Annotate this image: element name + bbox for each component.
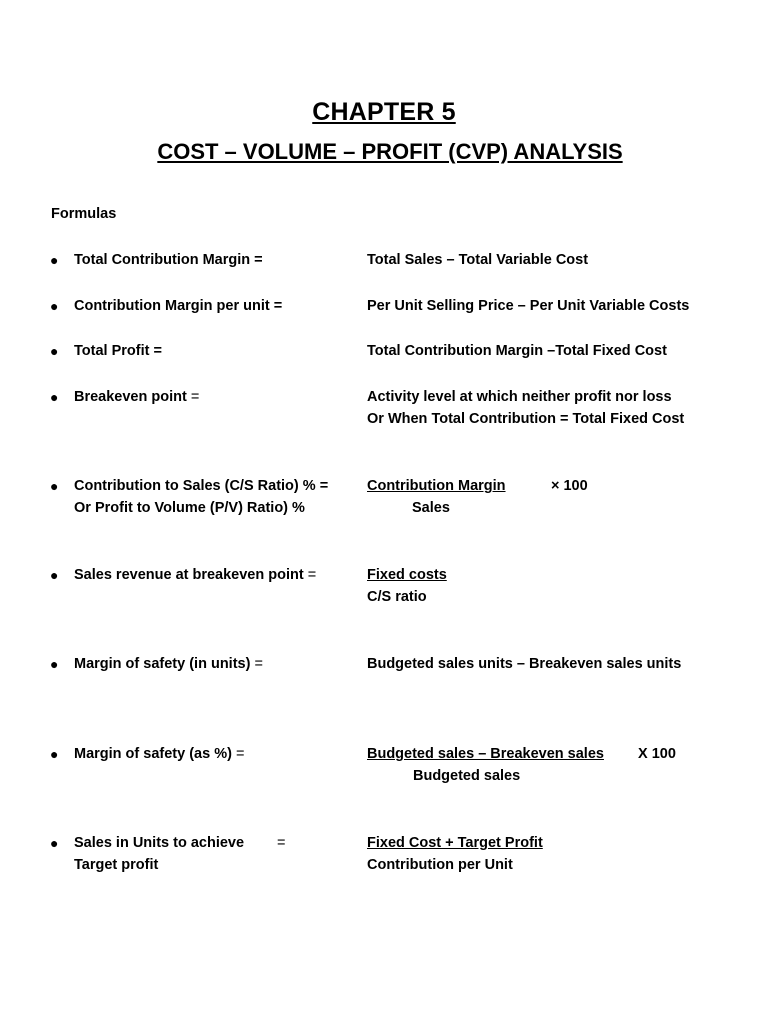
formula-label xyxy=(74,743,244,765)
formula-label xyxy=(74,564,316,586)
formula-expression: Budgeted sales units – Breakeven sales units xyxy=(367,656,682,672)
equals-sign: = xyxy=(307,567,317,583)
bullet-icon: ● xyxy=(50,298,59,314)
bullet-icon: ● xyxy=(50,835,59,851)
fraction-multiplier: × 100 xyxy=(551,478,588,494)
fraction-numerator: Fixed costs xyxy=(367,567,447,583)
formula-label xyxy=(74,653,263,675)
section-label: Formulas xyxy=(51,206,117,222)
fraction-numerator: Fixed Cost + Target Profit xyxy=(367,835,543,851)
fraction-multiplier: X 100 xyxy=(638,746,676,762)
fraction-numerator: Budgeted sales – Breakeven sales xyxy=(367,746,604,762)
formula-label xyxy=(74,475,328,519)
formula-label: Total Profit = xyxy=(74,343,162,359)
formula-label: Contribution Margin per unit = xyxy=(74,298,283,314)
formula-line: Or When Total Contribution = Total Fixed Cost xyxy=(367,411,685,427)
formula-expression xyxy=(367,386,684,430)
formula-expression xyxy=(367,475,506,497)
equals-sign: = xyxy=(190,389,200,405)
formula-label-text: Breakeven point xyxy=(74,389,187,405)
formula-label: Total Contribution Margin = xyxy=(74,252,263,268)
bullet-icon: ● xyxy=(50,389,59,405)
formula-line: Activity level at which neither profit nor loss xyxy=(367,389,672,405)
formula-label-text: Sales in Units to achieve xyxy=(74,835,245,851)
formula-label-text: Margin of safety (in units) xyxy=(74,656,251,672)
bullet-icon: ● xyxy=(50,656,59,672)
fraction-numerator: Contribution Margin xyxy=(367,478,506,494)
fraction-denominator: Contribution per Unit xyxy=(367,857,513,873)
formula-label-text: Contribution to Sales (C/S Ratio) % = xyxy=(74,478,329,494)
chapter-heading: CHAPTER 5 xyxy=(312,98,456,126)
formula-label-text: Margin of safety (as %) xyxy=(74,746,232,762)
formula-label-text: Target profit xyxy=(74,857,159,873)
formula-label xyxy=(74,832,244,876)
formula-expression: Total Contribution Margin –Total Fixed Cost xyxy=(367,343,667,359)
chapter-title: COST – VOLUME – PROFIT (CVP) ANALYSIS xyxy=(157,139,623,164)
bullet-icon: ● xyxy=(50,478,59,494)
fraction-denominator: Sales xyxy=(412,500,450,516)
fraction-denominator: C/S ratio xyxy=(367,589,427,605)
equals-sign: = xyxy=(277,835,286,851)
formula-expression: Per Unit Selling Price – Per Unit Variable Costs xyxy=(367,298,690,314)
equals-sign: = xyxy=(235,746,245,762)
bullet-icon: ● xyxy=(50,746,59,762)
formula-expression xyxy=(367,832,543,854)
formula-expression xyxy=(367,743,604,765)
fraction-denominator: Budgeted sales xyxy=(413,768,521,784)
formula-label-text: Or Profit to Volume (P/V) Ratio) % xyxy=(74,500,305,516)
formula-label-text: Sales revenue at breakeven point xyxy=(74,567,304,583)
bullet-icon: ● xyxy=(50,567,59,583)
formula-expression: Total Sales – Total Variable Cost xyxy=(367,252,589,268)
bullet-icon: ● xyxy=(50,252,59,268)
equals-sign: = xyxy=(254,656,263,672)
formula-expression xyxy=(367,564,447,586)
formula-label xyxy=(74,386,199,408)
bullet-icon: ● xyxy=(50,343,59,359)
